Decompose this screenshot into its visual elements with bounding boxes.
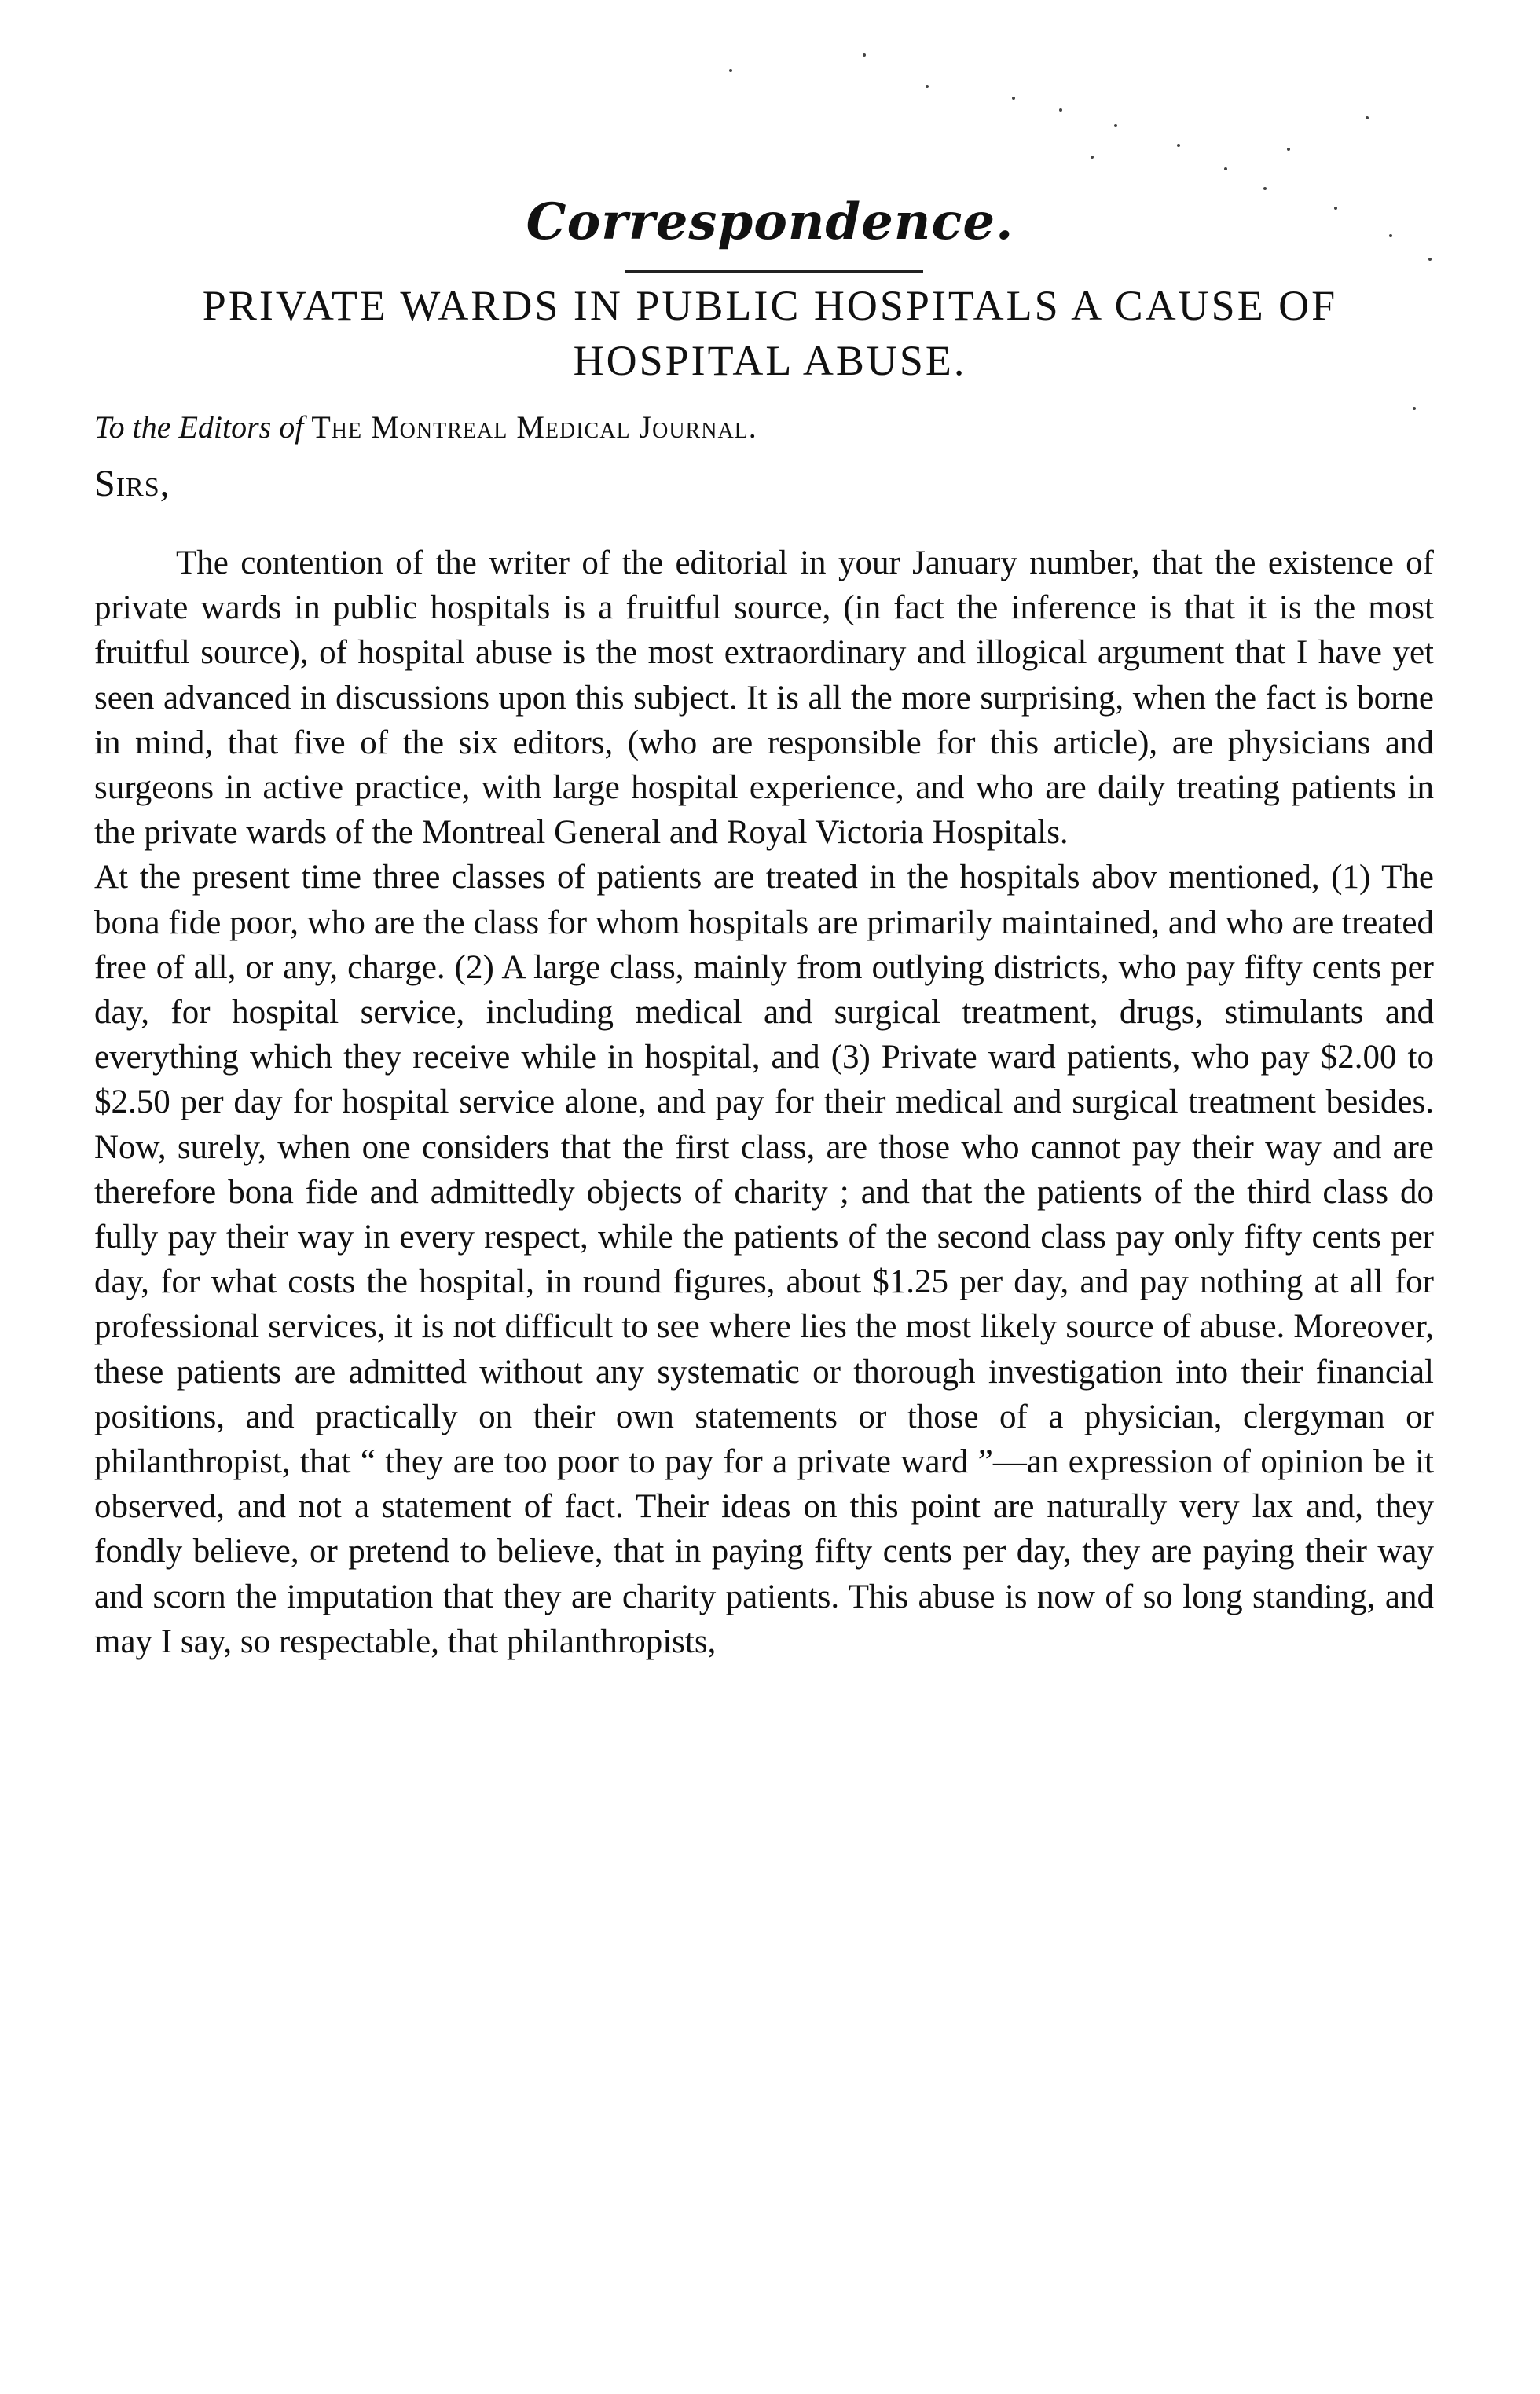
journal-name: The Montreal Medical Journal. bbox=[311, 409, 757, 445]
salutation: Sirs, bbox=[94, 463, 170, 504]
section-heading: Correspondence. bbox=[526, 192, 1014, 251]
heading-rule bbox=[625, 270, 923, 273]
paragraph-1: The contention of the writer of the editorial in your January number, that the existence of private wards in public hospitals is a fruitful source, (in fact the inference is that it is the most fruitful source), of hospital abuse is the most extraordinary and illogical argument that I have yet seen advanced in discussions upon this subject. It is all the more surprising, when the fact is borne in mind, that five of the six editors, (who are responsible for this article), are physicians and surgeons in active practice, with large hospital experience, and who are daily treating patients in the private wards of the Montreal General and Royal Victoria Hospitals. bbox=[94, 544, 1434, 852]
address-line bbox=[94, 409, 757, 445]
letter-body bbox=[94, 541, 1434, 1664]
article-title-line-2: HOSPITAL ABUSE. bbox=[573, 337, 967, 384]
article-title-line-1: PRIVATE WARDS IN PUBLIC HOSPITALS A CAUSE OF bbox=[202, 282, 1338, 329]
address-prefix: To the Editors of bbox=[94, 409, 304, 445]
paragraph-2: At the present time three classes of patients are treated in the hospitals abov mentioned, (1) The bona fide poor, who are the class for whom hospitals are primarily maintained, and who are treated free of all, or any, charge. (2) A large class, mainly from outlying districts, who pay fifty cents per day, for hospital service, including medical and surgical treatment, drugs, stimulants and everything which they receive while in hospital, and (3) Private ward patients, who pay $2.00 to $2.50 per day for hospital service alone, and pay for their medical and surgical treatment besides. Now, surely, when one considers that the first class, are those who cannot pay their way and are therefore bona fide and admittedly objects of charity ; and that the patients of the third class do fully pay their way in every respect, while the patients of the second class pay only fifty cents per day, for what costs the hospital, in round figures, about $1.25 per day, and pay nothing at all for professional services, it is not difficult to see where lies the most likely source of abuse. Moreover, these patients are admitted without any systematic or thorough investigation into their financial positions, and practically on their own statements or those of a physician, clergyman or philanthropist, that “ they are too poor to pay for a private ward ”—an expression of opinion be it observed, and not a statement of fact. Their ideas on this point are naturally very lax and, they fondly believe, or pretend to believe, that in paying fifty cents per day, they are paying their way and scorn the imputation that they are charity patients. This abuse is now of so long standing, and may I say, so respectable, that philanthropists, bbox=[94, 859, 1434, 1660]
